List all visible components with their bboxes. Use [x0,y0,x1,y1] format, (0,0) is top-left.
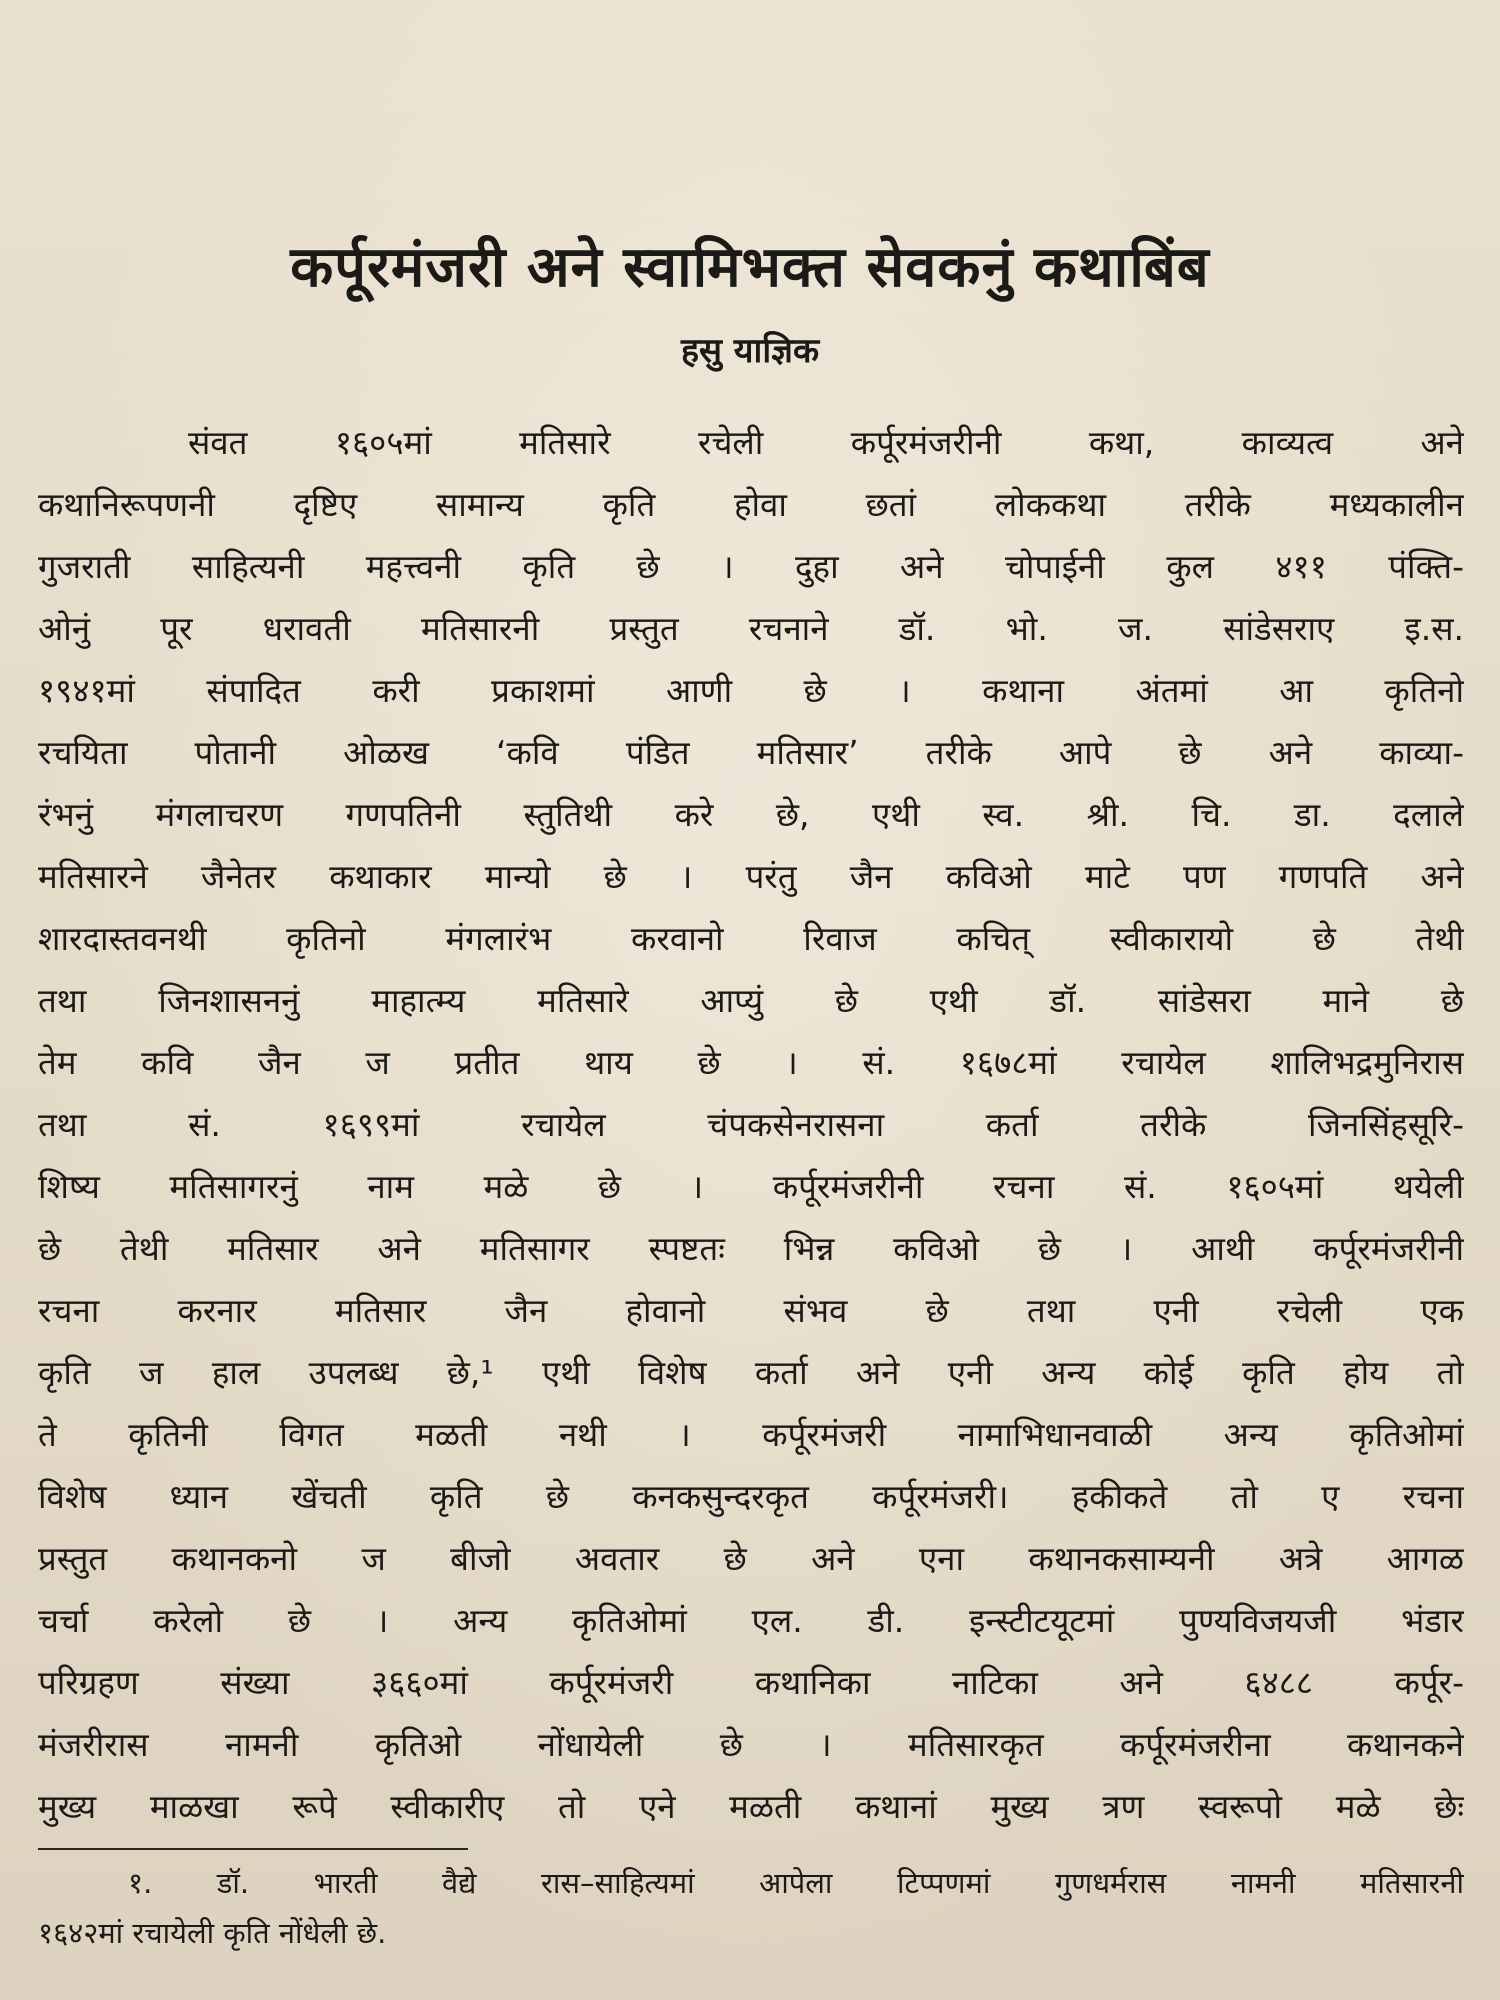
body-line: ओनुं पूर धरावती मतिसारनी प्रस्तुत रचनाने डॉ. भो. ज. सांडेसराए इ.स. [38,609,1464,648]
body-line: कृति ज हाल उपलब्ध छे,¹ एथी विशेष कर्ता अने एनी अन्य कोई कृति होय तो [38,1353,1464,1392]
body-line: तेम कवि जैन ज प्रतीत थाय छे । सं. १६७८मां रचायेल शालिभद्रमुनिरास [38,1043,1464,1082]
body-line: रचना करनार मतिसार जैन होवानो संभव छे तथा एनी रचेली एक [38,1291,1464,1330]
footnote-line: १६४२मां रचायेली कृति नोंधेली छे. [38,1916,387,1950]
body-line: शारदास्तवनथी कृतिनो मंगलारंभ करवानो रिवाज कचित् स्वीकारायो छे तेथी [38,919,1464,958]
body-line: ते कृतिनी विगत मळती नथी । कर्पूरमंजरी नामाभिधानवाळी अन्य कृतिओमां [38,1415,1464,1454]
body-line: परिग्रहण संख्या ३६६०मां कर्पूरमंजरी कथानिका नाटिका अने ६४८८ कर्पूर- [38,1663,1464,1702]
body-line: कथानिरूपणनी दृष्टिए सामान्य कृति होवा छतां लोककथा तरीके मध्यकालीन [38,485,1464,524]
body-line: मतिसारने जैनेतर कथाकार मान्यो छे । परंतु जैन कविओ माटे पण गणपति अने [38,857,1464,896]
footnote-divider [38,1848,468,1850]
body-line: मंजरीरास नामनी कृतिओ नोंधायेली छे । मतिसारकृत कर्पूरमंजरीना कथानकने [38,1725,1464,1764]
body-line: छे तेथी मतिसार अने मतिसागर स्पष्टतः भिन्न कविओ छे । आथी कर्पूरमंजरीनी [38,1229,1464,1268]
article-body [38,412,1464,1838]
footnote-line: १. डॉ. भारती वैद्ये रास–साहित्यमां आपेला टिप्पणमां गुणधर्मरास नामनी मतिसारनी [128,1866,1464,1900]
article-title: कर्पूरमंजरी अने स्वामिभक्त सेवकनुं कथाबिंब [290,235,1210,300]
footnote [38,1858,1464,1958]
body-line: प्रस्तुत कथानकनो ज बीजो अवतार छे अने एना कथानकसाम्यनी अत्रे आगळ [38,1539,1464,1578]
body-line: गुजराती साहित्यनी महत्त्वनी कृति छे । दुहा अने चोपाईनी कुल ४११ पंक्ति- [38,547,1464,586]
body-line: मुख्य माळखा रूपे स्वीकारीए तो एने मळती कथानां मुख्य त्रण स्वरूपो मळे छेः [38,1787,1464,1826]
body-line: शिष्य मतिसागरनुं नाम मळे छे । कर्पूरमंजरीनी रचना सं. १६०५मां थयेली [38,1167,1464,1206]
body-line: चर्चा करेलो छे । अन्य कृतिओमां एल. डी. इन्स्टीटयूटमां पुण्यविजयजी भंडार [38,1601,1464,1640]
body-line: संवत १६०५मां मतिसारे रचेली कर्पूरमंजरीनी कथा, काव्यत्व अने [188,423,1464,462]
body-line: रंभनुं मंगलाचरण गणपतिनी स्तुतिथी करे छे, एथी स्व. श्री. चि. डा. दलाले [38,795,1464,834]
body-line: तथा सं. १६९९मां रचायेल चंपकसेनरासना कर्ता तरीके जिनसिंहसूरि- [38,1105,1464,1144]
article-author: हसु याज्ञिक [680,331,820,371]
body-line: रचयिता पोतानी ओळख ‘कवि पंडित मतिसार’ तरीके आपे छे अने काव्या- [38,733,1464,772]
body-line: १९४१मां संपादित करी प्रकाशमां आणी छे । कथाना अंतमां आ कृतिनो [38,671,1464,710]
body-line: विशेष ध्यान खेंचती कृति छे कनकसुन्दरकृत कर्पूरमंजरी। हकीकते तो ए रचना [38,1477,1464,1516]
body-line: तथा जिनशासननुं माहात्म्य मतिसारे आप्युं छे एथी डॉ. सांडेसरा माने छे [38,981,1464,1020]
